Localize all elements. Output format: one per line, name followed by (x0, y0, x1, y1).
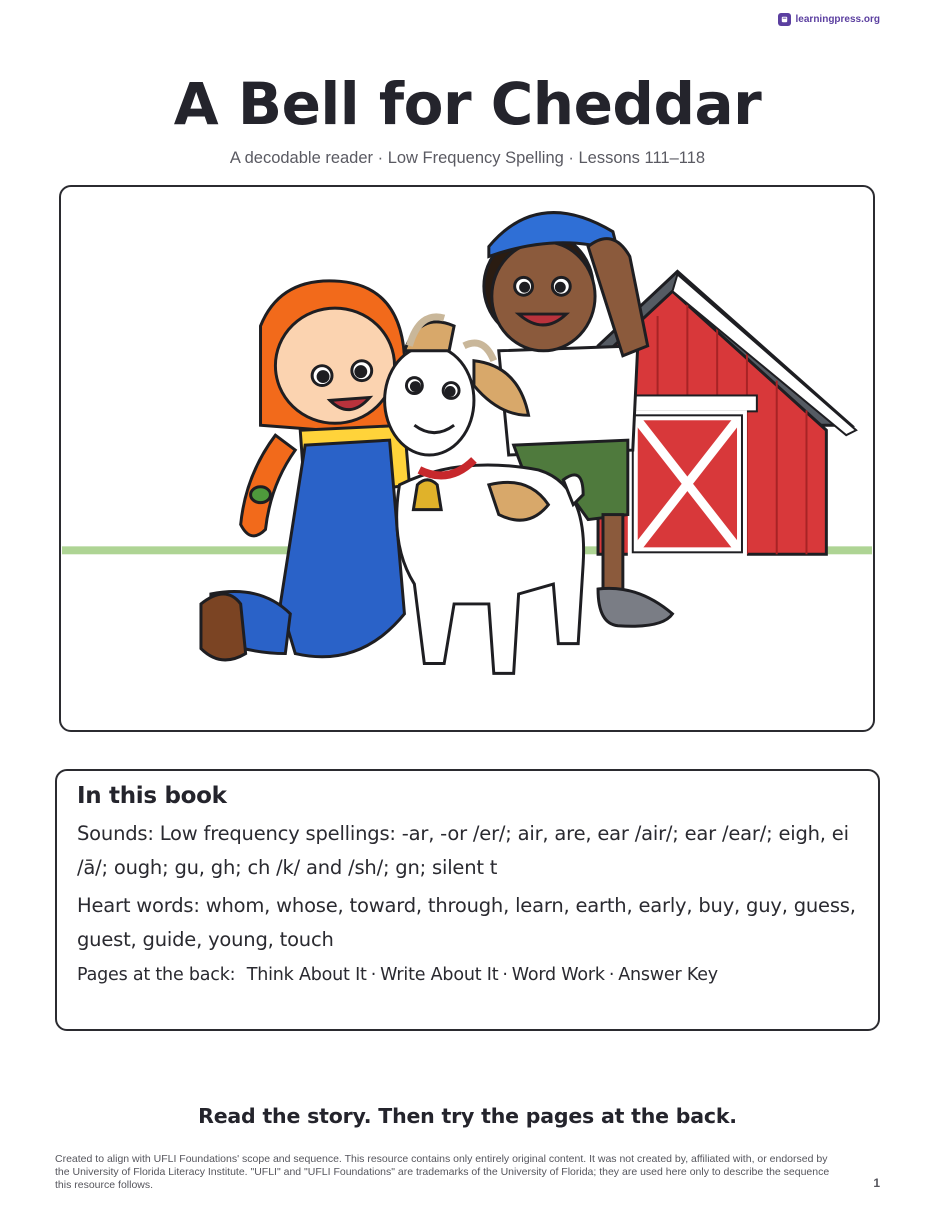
page-number: 1 (873, 1176, 880, 1190)
back-page-think: Think About It (246, 965, 367, 985)
book-subtitle: A decodable reader · Low Frequency Spelling · Lessons 111–118 (229, 149, 706, 167)
separator: · (502, 965, 508, 985)
cover-illustration (59, 185, 875, 732)
sounds-line: Sounds: Low frequency spellings: -ar, -or /er/; air, are, ear /air/; ear /ear/; eigh, ei /ā/; ough; gu, gh; ch /k/ and /sh/; gn; silent t (77, 822, 849, 879)
heart-words-line: Heart words: whom, whose, toward, through, learn, earth, early, buy, guy, guess, guest, guide, young, touch (77, 894, 856, 951)
call-to-action: Read the story. Then try the pages at the back. (198, 1104, 737, 1128)
in-this-book-panel (55, 769, 880, 1031)
back-page-write: Write About It (380, 965, 499, 985)
cover-scene (61, 187, 873, 730)
footer-disclaimer: Created to align with UFLI Foundations' scope and sequence. This resource contains only entirely original content. It was not created by, affiliated with, or endorsed by the University of Florida Literacy Institute. "UFLI" and "UFLI Foundations" are trademarks of the University of Florida; they are used here only to describe the sequence this resource follows. (55, 1153, 830, 1191)
book-title: A Bell for Cheddar (173, 70, 762, 138)
separator: · (370, 965, 377, 985)
panel-heading: In this book (77, 783, 227, 809)
brand-text: learningpress.org (795, 14, 880, 25)
girl (201, 281, 409, 660)
brand-link[interactable] (778, 13, 880, 26)
back-page-word-work: Word Work (511, 965, 605, 985)
back-page-answer-key: Answer Key (618, 965, 718, 985)
book-icon (778, 13, 791, 26)
back-pages-label: Pages at the back: (77, 965, 236, 985)
back-pages-line (77, 961, 858, 989)
separator: · (608, 965, 615, 985)
